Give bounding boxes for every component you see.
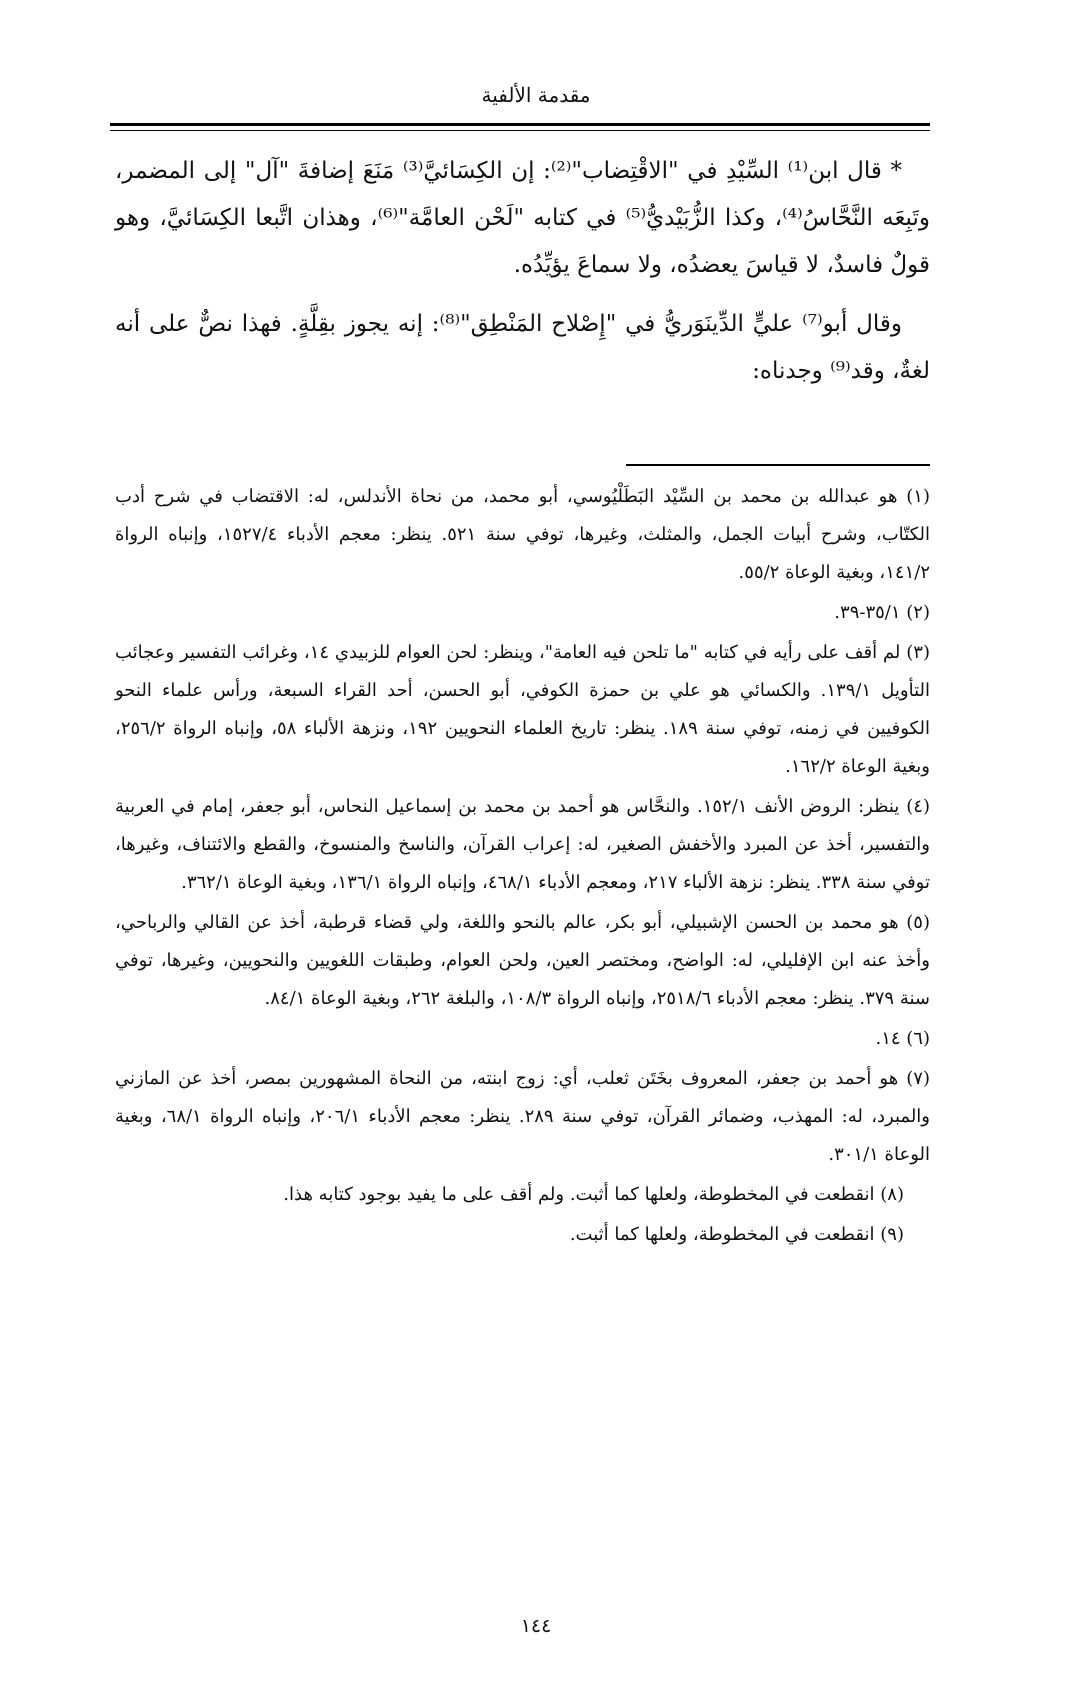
footnote-6: (٦) ١٤. xyxy=(875,1028,930,1049)
main-paragraph-1: * قال ابن⁽¹⁾ السِّيْدِ في "الاقْتِضاب"⁽²⁾: إن الكِسَائيَّ⁽³⁾ مَنَعَ إضافةَ "آل" إلى المضمر، وتَبِعَه النَّحَّاسُ⁽⁴⁾، وكذا الزُّبَيْديُّ⁽⁵⁾ في كتابه "لَحْن العامَّة"⁽⁶⁾، وهذان اتَّبعا الكِسَائيَّ، وهو قولٌ فاسدٌ، لا قياسَ يعضدُه، ولا سماعَ يؤيِّدُه. xyxy=(115,158,930,278)
page-number: ١٤٤ xyxy=(520,1615,552,1637)
footnote-5: (٥) هو محمد بن الحسن الإشبيلي، أبو بكر، عالم بالنحو واللغة، ولي قضاء قرطبة، أخذ عن القالي والرباحي، وأخذ عنه ابن الإفليلي، له: الواضح، ومختصر العين، ولحن العوام، وطبقات اللغويين والنحويين، وغيرها، توفي سنة ٣٧٩. ينظر: معجم الأدباء ٢٥١٨/٦، وإنباه الرواة ١٠٨/٣، والبلغة ٢٦٢، وبغية الوعاة ٨٤/١. xyxy=(115,912,930,1009)
header-rule-thin xyxy=(110,130,930,131)
footnote-8: (٨) انقطعت في المخطوطة، ولعلها كما أثبت. ولم أقف على ما يفيد بوجود كتابه هذا. xyxy=(283,1184,904,1205)
footnote-9: (٩) انقطعت في المخطوطة، ولعلها كما أثبت. xyxy=(569,1224,904,1245)
footnote-4: (٤) ينظر: الروض الأنف ١٥٢/١. والنحَّاس هو أحمد بن محمد بن إسماعيل النحاس، أبو جعفر، إمام في العربية والتفسير، أخذ عن المبرد والأخفش الصغير، له: إعراب القرآن، والناسخ والمنسوخ، والقطع والائتناف، وغيرها، توفي سنة ٣٣٨. ينظر: نزهة الألباء ٢١٧، ومعجم الأدباء ٤٦٨/١، وإنباه الرواة ١٣٦/١، وبغية الوعاة ٣٦٢/١. xyxy=(115,796,930,893)
footnote-2: (٢) ٣٥/١-٣٩. xyxy=(834,602,930,623)
footnote-separator xyxy=(626,464,930,466)
footnote-7: (٧) هو أحمد بن جعفر، المعروف بخَتَن ثعلب، أي: زوج ابنته، من النحاة المشهورين بمصر، أخذ عن المازني والمبرد، له: المهذب، وضمائر القرآن، توفي سنة ٢٨٩. ينظر: معجم الأدباء ٢٠٦/١، وإنباه الرواة ٦٨/١، وبغية الوعاة ٣٠١/١. xyxy=(115,1068,930,1165)
header-rule-thick xyxy=(110,123,930,126)
footnote-3: (٣) لم أقف على رأيه في كتابه "ما تلحن فيه العامة"، وينظر: لحن العوام للزبيدي ١٤، وغرائب التفسير وعجائب التأويل ١٣٩/١. والكسائي هو علي بن حمزة الكوفي، أبو الحسن، أحد القراء السبعة، ورأس علماء النحو الكوفيين في زمنه، توفي سنة ١٨٩. ينظر: تاريخ العلماء النحويين ١٩٢، ونزهة الألباء ٥٨، وإنباه الرواة ٢٥٦/٢، وبغية الوعاة ١٦٢/٢. xyxy=(115,642,930,777)
main-paragraph-2: وقال أبو⁽⁷⁾ عليٍّ الدِّينَوَريُّ في "إِصْلاح المَنْطِق"⁽⁸⁾: إنه يجوز بقِلَّةٍ. فهذا نصٌّ على أنه لغةٌ، وقد⁽⁹⁾ وجدناه: xyxy=(115,311,930,384)
footnote-1: (١) هو عبدالله بن محمد بن السِّيْد البَطَلْيُوسي، أبو محمد، من نحاة الأندلس، له: الاقتضاب في شرح أدب الكتّاب، وشرح أبيات الجمل، والمثلث، وغيرها، توفي سنة ٥٢١. ينظر: معجم الأدباء ١٥٢٧/٤، وإنباه الرواة ١٤١/٢، وبغية الوعاة ٥٥/٢. xyxy=(115,486,931,583)
footnotes xyxy=(115,478,930,1256)
main-text xyxy=(115,148,930,407)
running-header: مقدمة الألفية xyxy=(481,83,591,107)
